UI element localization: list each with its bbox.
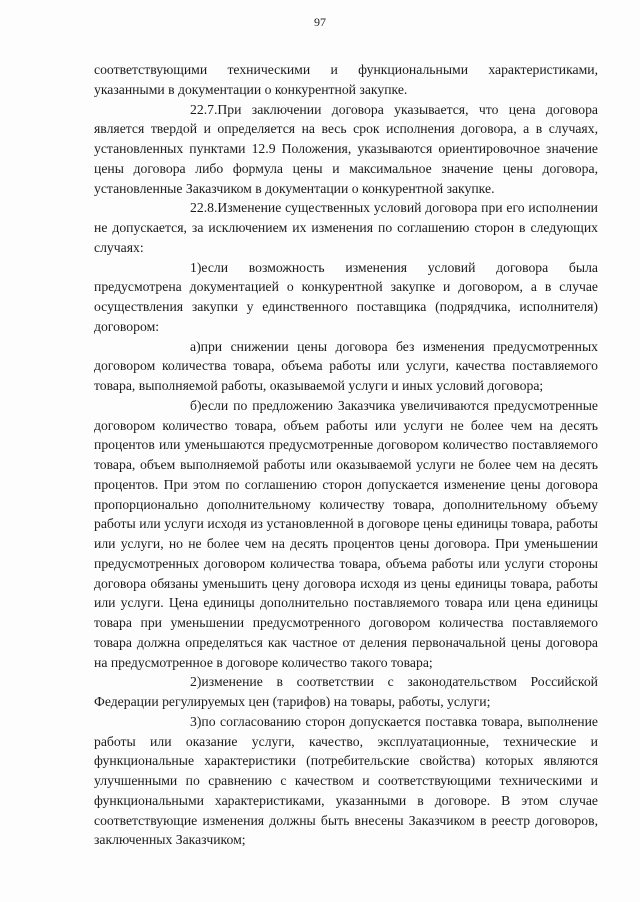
list-item-number: 1) [190,259,202,275]
list-item-text: если возможность изменения условий договора была предусмотрена документацией о конкурентной закупке и договором, а в случае осуществления закупки у единственного поставщика (подрядчика, исполнителя) договором: [94,259,598,334]
list-item-number: 2) [190,674,202,690]
paragraph-text: соответствующими техническими и функциональными характеристиками, указанными в документации о конкурентной закупке. [94,62,598,97]
list-item-2 [94,672,598,712]
list-item-text: изменение в соответствии с законодательством Российской Федерации регулируемых цен (тарифов) на товары, работы, услуги; [94,674,598,709]
paragraph-number: 22.7. [190,101,218,117]
paragraph-22-7 [94,100,598,199]
paragraph-text: Изменение существенных условий договора при его исполнении не допускается, за исключением их изменения по соглашению сторон в следующих случаях: [94,200,598,255]
list-item-number: 3) [190,713,202,729]
paragraph-text: При заключении договора указывается, что цена договора является твердой и определяется на весь срок исполнения договора, а в случаях, установленных пунктами 12.9 Положения, указываются ориентировочное значение цены договора либо формула цены и максимальное значение цены договора, установленные Заказчиком в документации о конкурентной закупке. [94,101,598,196]
list-item-text: при снижении цены договора без изменения предусмотренных договором количества товара, объема работы или услуги, качества поставляемого товара, выполняемой работы, оказываемой услуги и иных условий договора; [94,338,598,393]
paragraph-number: 22.8. [190,200,218,216]
list-item-text: по согласованию сторон допускается поставка товара, выполнение работы или оказание услуги, качество, эксплуатационные, технические и функциональные характеристики (потребительские свойства) которых являются улучшенными по сравнению с качеством и соответствующими техническими и функциональными характеристиками, указанными в договоре. В этом случае соответствующие изменения должны быть внесены Заказчиком в реестр договоров, заключенных Заказчиком; [94,713,598,848]
document-body [94,60,598,850]
page-number: 97 [314,15,326,29]
list-item-a [94,337,598,396]
list-item-letter: а) [190,338,201,354]
paragraph-continuation [94,60,598,100]
list-item-b [94,396,598,673]
paragraph-22-8 [94,198,598,257]
list-item-3 [94,712,598,850]
list-item-letter: б) [190,397,202,413]
list-item-text: если по предложению Заказчика увеличиваются предусмотренные договором количество товара, объем работы или услуги не более чем на десять процентов или уменьшаются предусмотренные договором количество поставляемого товара, объем выполняемой работы или оказываемой услуги не более чем на десять процентов. При этом по соглашению сторон допускается изменение цены договора пропорционально дополнительному количеству товара, дополнительному объему работы или услуги исходя из установленной в договоре цены единицы товара, работы или услуги, но не более чем на десять процентов цены договора. При уменьшении предусмотренных договором количества товара, объема работы или услуги стороны договора обязаны уменьшить цену договора исходя из цены единицы товара, работы или услуги. Цена единицы дополнительно поставляемого товара или цена единицы товара при уменьшении предусмотренного договором количества поставляемого товара должна определяться как частное от деления первоначальной цены договора на предусмотренное в договоре количество такого товара; [94,397,598,670]
list-item-1 [94,258,598,337]
